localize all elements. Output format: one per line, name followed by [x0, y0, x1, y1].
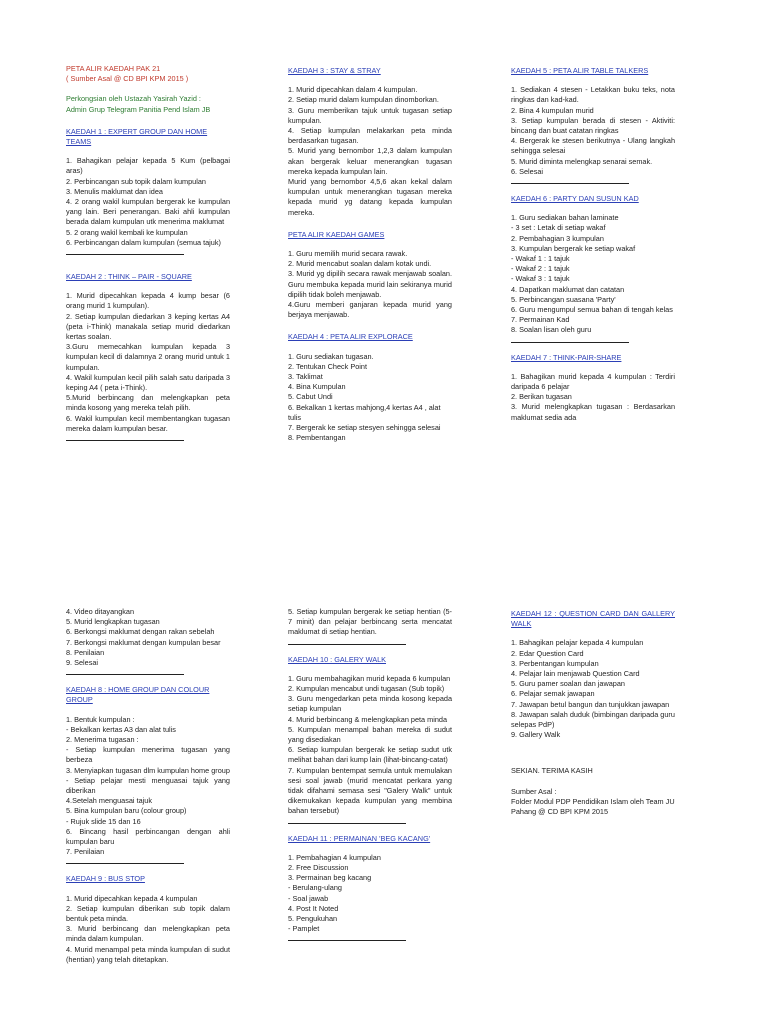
list-item: 4. Bergerak ke stesen berikutnya - Ulang langkah sehingga selesai — [511, 136, 675, 156]
source-text: Folder Modul PDP Pendidikan Islam oleh Team JU Pahang @ CD BPI KPM 2015 — [511, 796, 675, 817]
top-column-3 — [511, 64, 675, 423]
section-body — [288, 853, 452, 935]
list-item: - Soal jawab — [288, 893, 329, 903]
list-item: 1. Sediakan 4 stesen - Letakkan buku teks, nota ringkas dan kad-kad. — [511, 85, 675, 105]
divider-rule — [66, 440, 184, 441]
list-item: 1. Murid dipecahkan dalam 4 kumpulan. — [288, 85, 418, 95]
list-item: 4. Dapatkan maklumat dan catatan — [511, 284, 625, 294]
list-item: 3. Menulis maklumat dan idea — [66, 186, 163, 196]
section-kaedah-11 — [288, 834, 452, 942]
intro-block — [66, 64, 230, 115]
section-body — [66, 291, 230, 434]
list-item: - 3 set : Letak di setiap wakaf — [511, 223, 606, 233]
list-item: 3.Guru memecahkan kumpulan kepada 3 kumpulan kecil di dalamnya 2 orang murid untuk 1 kumpulan. — [66, 342, 230, 372]
section-heading: KAEDAH 8 : HOME GROUP DAN COLOUR GROUP — [66, 685, 210, 705]
list-item: 3. Permainan beg kacang — [288, 873, 372, 883]
top-column-2 — [288, 64, 452, 444]
list-item: 5. Murid lengkapkan tugasan — [66, 617, 160, 627]
divider-rule — [288, 644, 406, 645]
list-item: 6. Perbincangan dalam kumpulan (semua tajuk) — [66, 237, 221, 247]
list-item: 5. Bina kumpulan baru (colour group) — [66, 806, 187, 816]
section-kaedah-8 — [66, 685, 230, 864]
list-item: - Wakaf 3 : 1 tajuk — [511, 274, 570, 284]
list-item: 7. Bergerak ke setiap stesyen sehingga selesai — [288, 423, 441, 433]
continuation-block — [66, 607, 230, 668]
list-item: - Rujuk slide 15 dan 16 — [66, 816, 141, 826]
section-body — [288, 249, 452, 320]
doc-source: ( Sumber Asal @ CD BPI KPM 2015 ) — [66, 74, 189, 84]
bottom-column-1 — [66, 607, 230, 965]
section-body — [66, 894, 230, 965]
section-body — [288, 674, 452, 817]
list-item: - Bekalkan kertas A3 dan alat tulis — [66, 724, 176, 734]
list-item: 3. Taklimat — [288, 372, 323, 382]
list-item: 2. Free Discussion — [288, 863, 349, 873]
list-item: 5. Murid yang bernombor 1,2,3 dalam kumpulan akan bergerak keluar menerangkan tugasan mereka kepada kumpulan lain. — [288, 146, 452, 176]
section-heading: KAEDAH 6 : PARTY DAN SUSUN KAD — [511, 194, 639, 204]
top-column-1 — [66, 64, 230, 451]
list-item: 5. 2 orang wakil kembali ke kumpulan — [66, 227, 188, 237]
section-kaedah-2 — [66, 272, 230, 441]
closing-text: SEKIAN. TERIMA KASIH — [511, 766, 593, 776]
list-item: - Berulang-ulang — [288, 883, 342, 893]
divider-rule — [66, 674, 184, 675]
section-body — [66, 715, 230, 858]
list-item: 4. Setiap kumpulan melakarkan peta minda berdasarkan tugasan. — [288, 126, 452, 146]
bottom-half-page — [0, 590, 768, 1024]
section-heading: KAEDAH 7 : THINK-PAIR-SHARE — [511, 352, 622, 362]
list-item: 8. Jawapan salah duduk (bimbingan daripada guru selepas PdP) — [511, 709, 675, 730]
list-item: 4.Setelah menguasai tajuk — [66, 796, 152, 806]
list-item: 3. Kumpulan bergerak ke setiap wakaf — [511, 243, 636, 253]
list-item: 3. Murid melengkapkan tugasan : Berdasarkan maklumat sedia ada — [511, 402, 675, 422]
list-item: 6. Bekalkan 1 kertas mahjong,4 kertas A4 , alat tulis — [288, 402, 441, 422]
section-body — [511, 85, 675, 177]
list-item: 2. Setiap kumpulan diedarkan 3 keping kertas A4 (peta i-Think) manakala setiap murid diedarkan kertas soalan. — [66, 311, 230, 342]
list-item: 7. Berkongsi maklumat dengan kumpulan besar — [66, 637, 221, 647]
list-item: 1. Murid dipecahkan kepada 4 kump besar (6 orang murid 1 kumpulan). — [66, 291, 230, 311]
list-item: 2. Kumpulan mencabut undi tugasan (Sub topik) — [288, 684, 445, 694]
list-item: 5. Pengukuhan — [288, 914, 338, 924]
list-item: 1. Bahagikan pelajar kepada 4 kumpulan — [511, 638, 644, 648]
divider-rule — [288, 823, 406, 824]
list-item: 2. Bina 4 kumpulan murid — [511, 105, 594, 115]
list-item: 6. Guru mengumpul semua bahan di tengah kelas — [511, 305, 673, 315]
section-heading: KAEDAH 10 : GALERY WALK — [288, 654, 387, 664]
section-heading: KAEDAH 9 : BUS STOP — [66, 874, 145, 884]
list-item: 5. Kumpulan menampal bahan mereka di sudut yang disediakan — [288, 724, 452, 745]
list-item: - Setiap pelajar mesti menguasai tajuk yang diberikan — [66, 775, 230, 796]
doc-title: PETA ALIR KAEDAH PAK 21 — [66, 64, 161, 73]
list-item: 2. Setiap murid dalam kumpulan dinomborkan. — [288, 95, 439, 105]
list-item: 5. Cabut Undi — [288, 392, 333, 402]
list-item: 8. Penilaian — [66, 647, 105, 657]
list-item: 6. Pelajar semak jawapan — [511, 689, 595, 699]
section-kaedah-3 — [288, 66, 452, 218]
section-games — [288, 230, 452, 321]
section-body — [511, 638, 675, 740]
section-heading: PETA ALIR KAEDAH GAMES — [288, 229, 385, 239]
list-item: 1. Bahagikan murid kepada 4 kumpulan : Terdiri daripada 6 pelajar — [511, 371, 675, 392]
list-item: 3. Menyiapkan tugasan dlm kumpulan home group — [66, 765, 230, 775]
section-kaedah-6 — [511, 194, 675, 343]
list-item: 3. Guru mengedarkan peta minda kosong kepada setiap kumpulan — [288, 694, 452, 714]
list-item: 9. Gallery Walk — [511, 730, 561, 740]
section-kaedah-5 — [511, 66, 675, 184]
list-item: 2. Edar Question Card — [511, 648, 584, 658]
section-heading: KAEDAH 12 : QUESTION CARD DAN GALLERY WALK — [511, 609, 675, 629]
section-heading: KAEDAH 11 : PERMAINAN 'BEG KACANG' — [288, 833, 431, 843]
admin-group: Admin Grup Telegram Panitia Pend Islam JB — [66, 104, 211, 114]
list-item: 4. Murid berbincang & melengkapkan peta minda — [288, 714, 448, 724]
source-label: Sumber Asal : — [511, 786, 557, 796]
list-item: 7. Kumpulan bentempat semula untuk memulakan sesi soal jawab (murid mencatat perkara yang tidak difahami semasa sesi "Galery Walk" untuk dikemukakan kepada kumpulan yang membina bahan tersebut) — [288, 765, 452, 816]
section-body — [511, 372, 675, 423]
list-item: 9. Selesai — [66, 658, 99, 668]
section-kaedah-10 — [288, 655, 452, 824]
list-item: 4. 2 orang wakil kumpulan bergerak ke kumpulan yang lain. Beri penerangan. Baki ahli kumpulan berada dalam kumpulan utk menerima maklumat — [66, 197, 230, 227]
divider-rule — [288, 940, 406, 941]
list-item: 4. Post It Noted — [288, 903, 339, 913]
section-body — [288, 352, 452, 444]
divider-rule — [511, 342, 629, 343]
list-item: 6. Wakil kumpulan kecil membentangkan tugasan mereka dalam kumpulan besar. — [66, 413, 230, 433]
list-item: 5. Murid diminta melengkap senarai semak. — [511, 156, 653, 166]
list-item: 4. Bina Kumpulan — [288, 382, 346, 392]
section-heading: KAEDAH 5 : PETA ALIR TABLE TALKERS — [511, 66, 649, 75]
list-item: 8. Soalan lisan oleh guru — [511, 325, 592, 335]
list-item: 1. Guru sediakan bahan laminate — [511, 213, 619, 223]
list-item: 5. Guru pamer soalan dan jawapan — [511, 679, 625, 689]
section-kaedah-7 — [511, 353, 675, 423]
shared-by: Perkongsian oleh Ustazah Yasirah Yazid : — [66, 94, 201, 104]
list-item: 7. Penilaian — [66, 847, 105, 857]
list-item: 4. Wakil kumpulan kecil pilih salah satu daripada 3 keping A4 ( peta i-Think). — [66, 372, 230, 393]
continuation-block — [288, 607, 452, 638]
section-heading: KAEDAH 2 : THINK – PAIR - SQUARE — [66, 272, 192, 282]
list-item: 2. Murid mencabut soalan dalam kotak undi. — [288, 259, 432, 269]
list-item: 1. Murid dipecahkan kepada 4 kumpulan — [66, 893, 198, 903]
section-body — [66, 156, 230, 248]
list-item: 6. Setiap kumpulan bergerak ke setiap sudut utk melihat bahan dari kump lain (lihat-bincang-catat) — [288, 745, 452, 765]
list-item: 5. Perbincangan suasana 'Party' — [511, 294, 616, 304]
list-item: 3. Setiap kumpulan berada di stesen - Aktiviti: bincang dan buat catatan ringkas — [511, 115, 675, 136]
list-item: 3. Guru memberikan tajuk untuk tugasan setiap kumpulan. — [288, 105, 452, 125]
section-kaedah-4 — [288, 332, 452, 443]
list-item: 4. Video ditayangkan — [66, 607, 135, 616]
list-item: - Setiap kumpulan menerima tugasan yang berbeza — [66, 745, 230, 765]
list-item: 2. Menerima tugasan : — [66, 735, 139, 745]
section-heading: KAEDAH 3 : STAY & STRAY — [288, 66, 381, 75]
list-item: 7. Jawapan betul bangun dan tunjukkan jawapan — [511, 699, 670, 709]
section-kaedah-9 — [66, 874, 230, 965]
list-item: 2. Tentukan Check Point — [288, 361, 367, 371]
list-item: 4.Guru memberi ganjaran kepada murid yang berjaya menjawab. — [288, 300, 452, 320]
list-item: 1. Bentuk kumpulan : — [66, 714, 135, 724]
list-item: 1. Bahagikan pelajar kepada 5 Kum (pelbagai aras) — [66, 156, 230, 176]
list-item: 3. Murid yg dipilih secara rawak menjawab soalan. Guru membuka kepada murid lain sekiranya murid dipilih tidak boleh menjawab. — [288, 269, 452, 299]
list-item: 6. Selesai — [511, 166, 544, 176]
list-item: 3. Murid berbincang dan melengkapkan peta minda dalam kumpulan. — [66, 924, 230, 944]
list-item: 2. Pembahagian 3 kumpulan — [511, 233, 604, 243]
list-item: 7. Permainan Kad — [511, 315, 570, 325]
list-item: - Pamplet — [288, 924, 320, 934]
list-item: 5.Murid berbincang dan melengkapkan peta minda kosong yang mereka telah pilih. — [66, 393, 230, 413]
list-item: - Wakaf 2 : 1 tajuk — [511, 264, 570, 274]
divider-rule — [511, 183, 629, 184]
bottom-column-3 — [511, 607, 675, 817]
list-item: Murid yang bernombor 4,5,6 akan kekal dalam kumpulan untuk menerangkan tugasan mereka kepada murid yg datang kepada kumpulan mereka. — [288, 177, 452, 217]
list-item: 1. Guru sediakan tugasan. — [288, 351, 374, 361]
section-body — [288, 85, 452, 218]
divider-rule — [66, 254, 184, 255]
bottom-column-2 — [288, 607, 452, 951]
list-item: 5. Setiap kumpulan bergerak ke setiap hentian (5-7 minit) dan pelajar berbincang serta mencatat maklumat di setiap hentian. — [288, 607, 452, 637]
list-item: 2. Setiap kumpulan diberikan sub topik dalam bentuk peta minda. — [66, 903, 230, 924]
section-heading: KAEDAH 4 : PETA ALIR EXPLORACE — [288, 332, 413, 342]
list-item: 1. Guru memilih murid secara rawak. — [288, 249, 408, 259]
section-kaedah-12 — [511, 609, 675, 740]
list-item: - Wakaf 1 : 1 tajuk — [511, 254, 570, 264]
divider-rule — [66, 863, 184, 864]
list-item: 4. Murid menampal peta minda kumpulan di sudut (hentian) yang telah ditetapkan. — [66, 944, 230, 964]
list-item: 6. Bincang hasil perbincangan dengan ahli kumpulan baru — [66, 826, 230, 847]
list-item: 2. Perbincangan sub topik dalam kumpulan — [66, 176, 206, 186]
section-body — [511, 213, 675, 335]
list-item: 1. Pembahagian 4 kumpulan — [288, 852, 381, 862]
list-item: 2. Berikan tugasan — [511, 392, 572, 402]
list-item: 1. Guru membahagikan murid kepada 6 kumpulan — [288, 673, 451, 683]
list-item: 3. Perbentangan kumpulan — [511, 658, 599, 668]
list-item: 6. Berkongsi maklumat dengan rakan sebelah — [66, 627, 215, 637]
section-heading: KAEDAH 1 : EXPERT GROUP DAN HOME TEAMS — [66, 126, 208, 147]
section-kaedah-1 — [66, 127, 230, 255]
list-item: 4. Pelajar lain menjawab Question Card — [511, 669, 640, 679]
list-item: 8. Pembentangan — [288, 433, 346, 443]
